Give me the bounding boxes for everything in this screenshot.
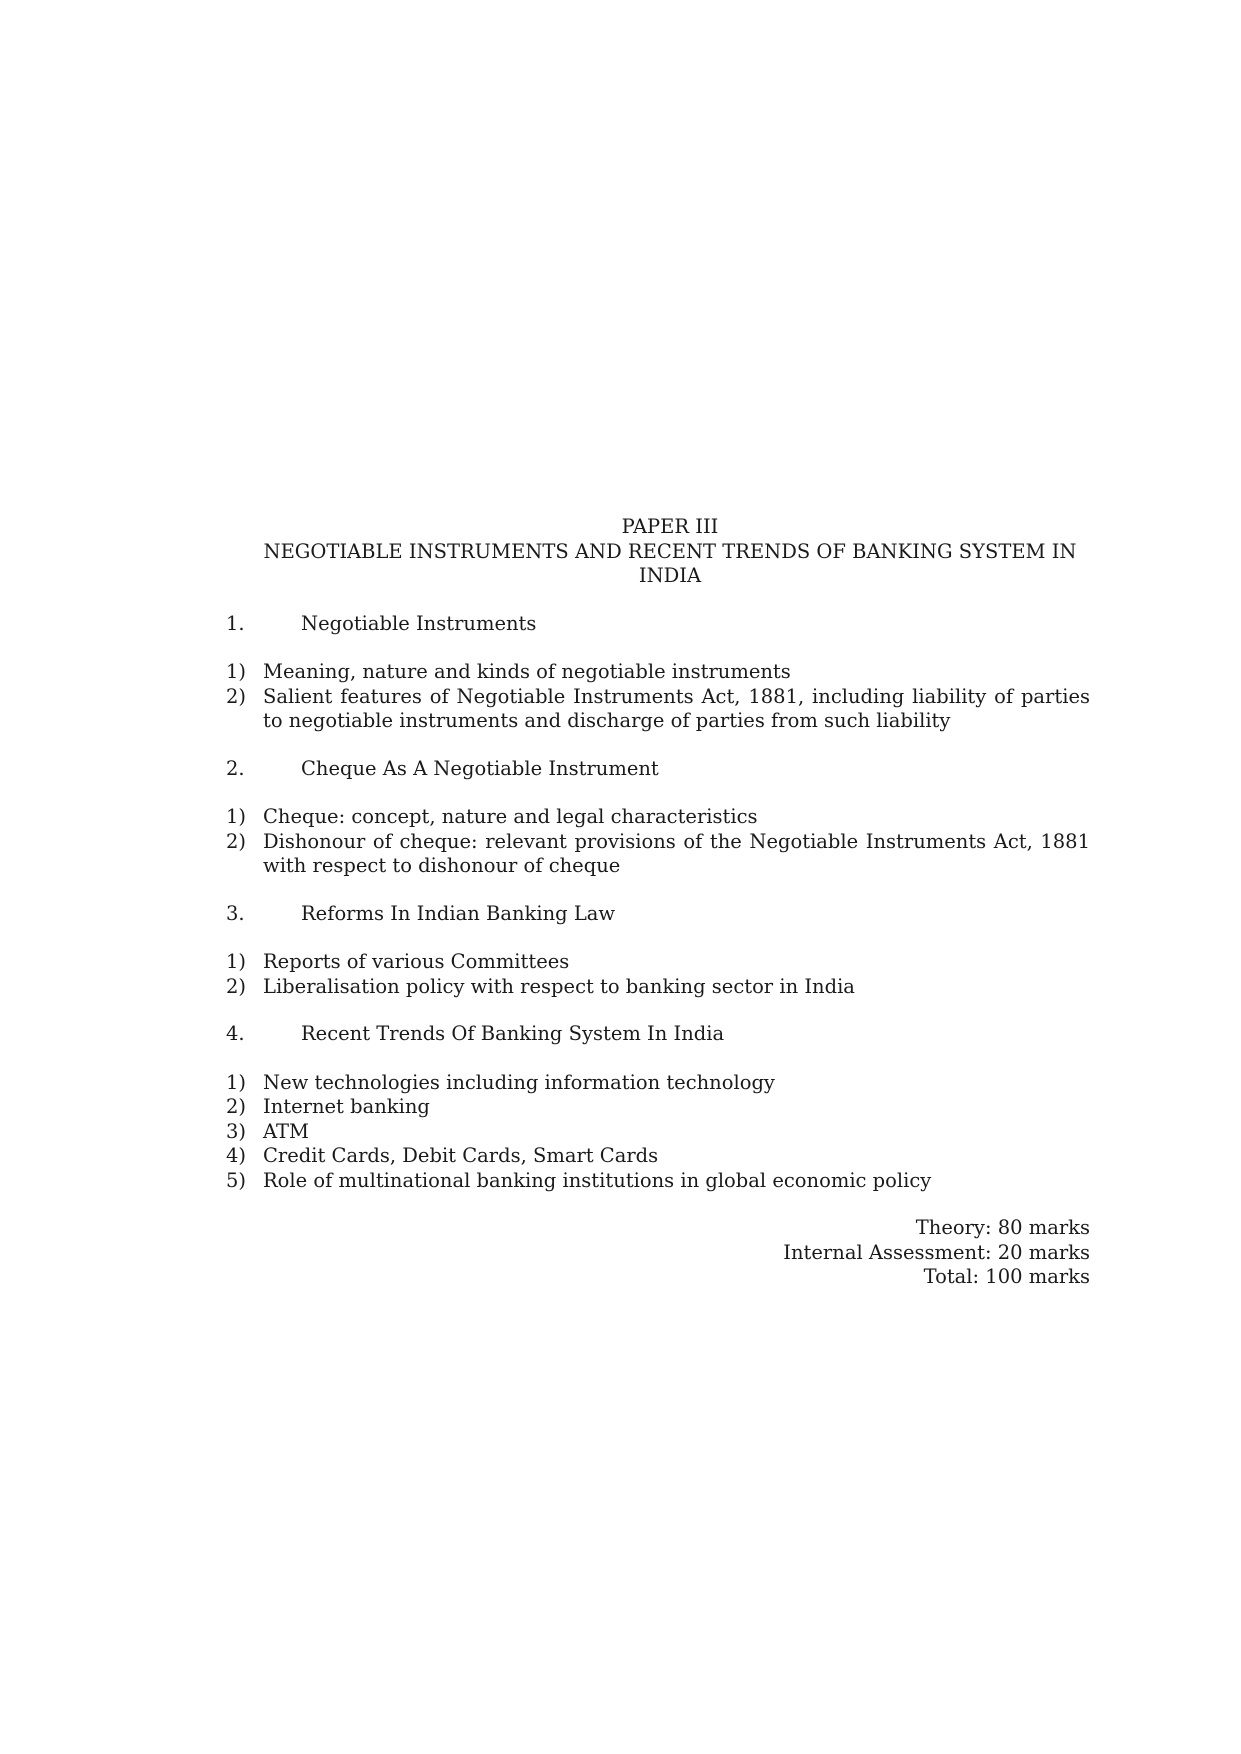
paper-number: PAPER III [621,515,719,538]
list-item [226,685,1090,734]
list-item-text: ATM [263,1119,309,1143]
section-negotiable-instruments [226,612,1090,734]
list-item [226,830,1090,879]
list-item-text: Salient features of Negotiable Instruments Act, 1881, including liability of parties to negotiable instruments and discharge of parties from such liability [263,684,1090,732]
list-item-number: 1) [226,805,247,828]
list-item-text: Liberalisation policy with respect to banking sector in India [263,974,855,998]
list-item [226,805,1090,830]
list-item-number: 1) [226,950,247,973]
section-title [226,902,1090,927]
list-item-number: 2) [226,684,247,708]
paper-heading [226,515,1090,589]
list-item-text: Credit Cards, Debit Cards, Smart Cards [263,1144,659,1167]
section-recent-trends [226,1022,1090,1193]
list-item-number: 1) [226,660,247,683]
section-label: Cheque As A Negotiable Instrument [301,756,659,780]
list-item-number: 4) [226,1144,247,1167]
internal-assessment-marks: Internal Assessment: 20 marks [783,1240,1090,1264]
section-label: Recent Trends Of Banking System In India [301,1022,725,1045]
section-number: 4. [226,1022,245,1045]
list-item [226,1144,1090,1169]
list-item-text: Cheque: concept, nature and legal characteristics [263,805,758,828]
list-item-number: 3) [226,1119,247,1143]
list-item-number: 2) [226,829,247,853]
section-label: Negotiable Instruments [301,611,537,635]
list-item-text: Dishonour of cheque: relevant provisions of the Negotiable Instruments Act, 1881 with respect to dishonour of cheque [263,829,1090,877]
list-item-number: 5) [226,1168,247,1192]
list-item [226,1095,1090,1120]
section-reforms [226,902,1090,1000]
section-number: 3. [226,901,245,925]
paper-title-line-2: INDIA [638,564,702,587]
section-number: 1. [226,611,245,635]
list-item [226,1071,1090,1096]
list-item [226,950,1090,975]
section-title [226,1022,1090,1047]
section-cheque [226,757,1090,879]
list-item-text: Reports of various Committees [263,950,570,973]
list-item-number: 2) [226,974,247,998]
section-label: Reforms In Indian Banking Law [301,901,616,925]
syllabus-page [226,515,1090,1290]
list-item-number: 2) [226,1095,247,1118]
list-item-number: 1) [226,1070,247,1094]
total-marks: Total: 100 marks [923,1265,1090,1288]
section-title [226,757,1090,782]
section-title [226,612,1090,637]
marks-summary [226,1216,1090,1290]
list-item-text: Role of multinational banking institutions in global economic policy [263,1168,932,1192]
list-item-text: New technologies including information technology [263,1070,775,1094]
section-number: 2. [226,756,245,780]
list-item [226,660,1090,685]
list-item-text: Internet banking [263,1095,430,1118]
list-item [226,1120,1090,1145]
paper-title-line-1: NEGOTIABLE INSTRUMENTS AND RECENT TRENDS OF BANKING SYSTEM IN [263,539,1077,563]
list-item [226,975,1090,1000]
theory-marks: Theory: 80 marks [915,1216,1090,1239]
list-item [226,1169,1090,1194]
list-item-text: Meaning, nature and kinds of negotiable instruments [263,660,791,683]
